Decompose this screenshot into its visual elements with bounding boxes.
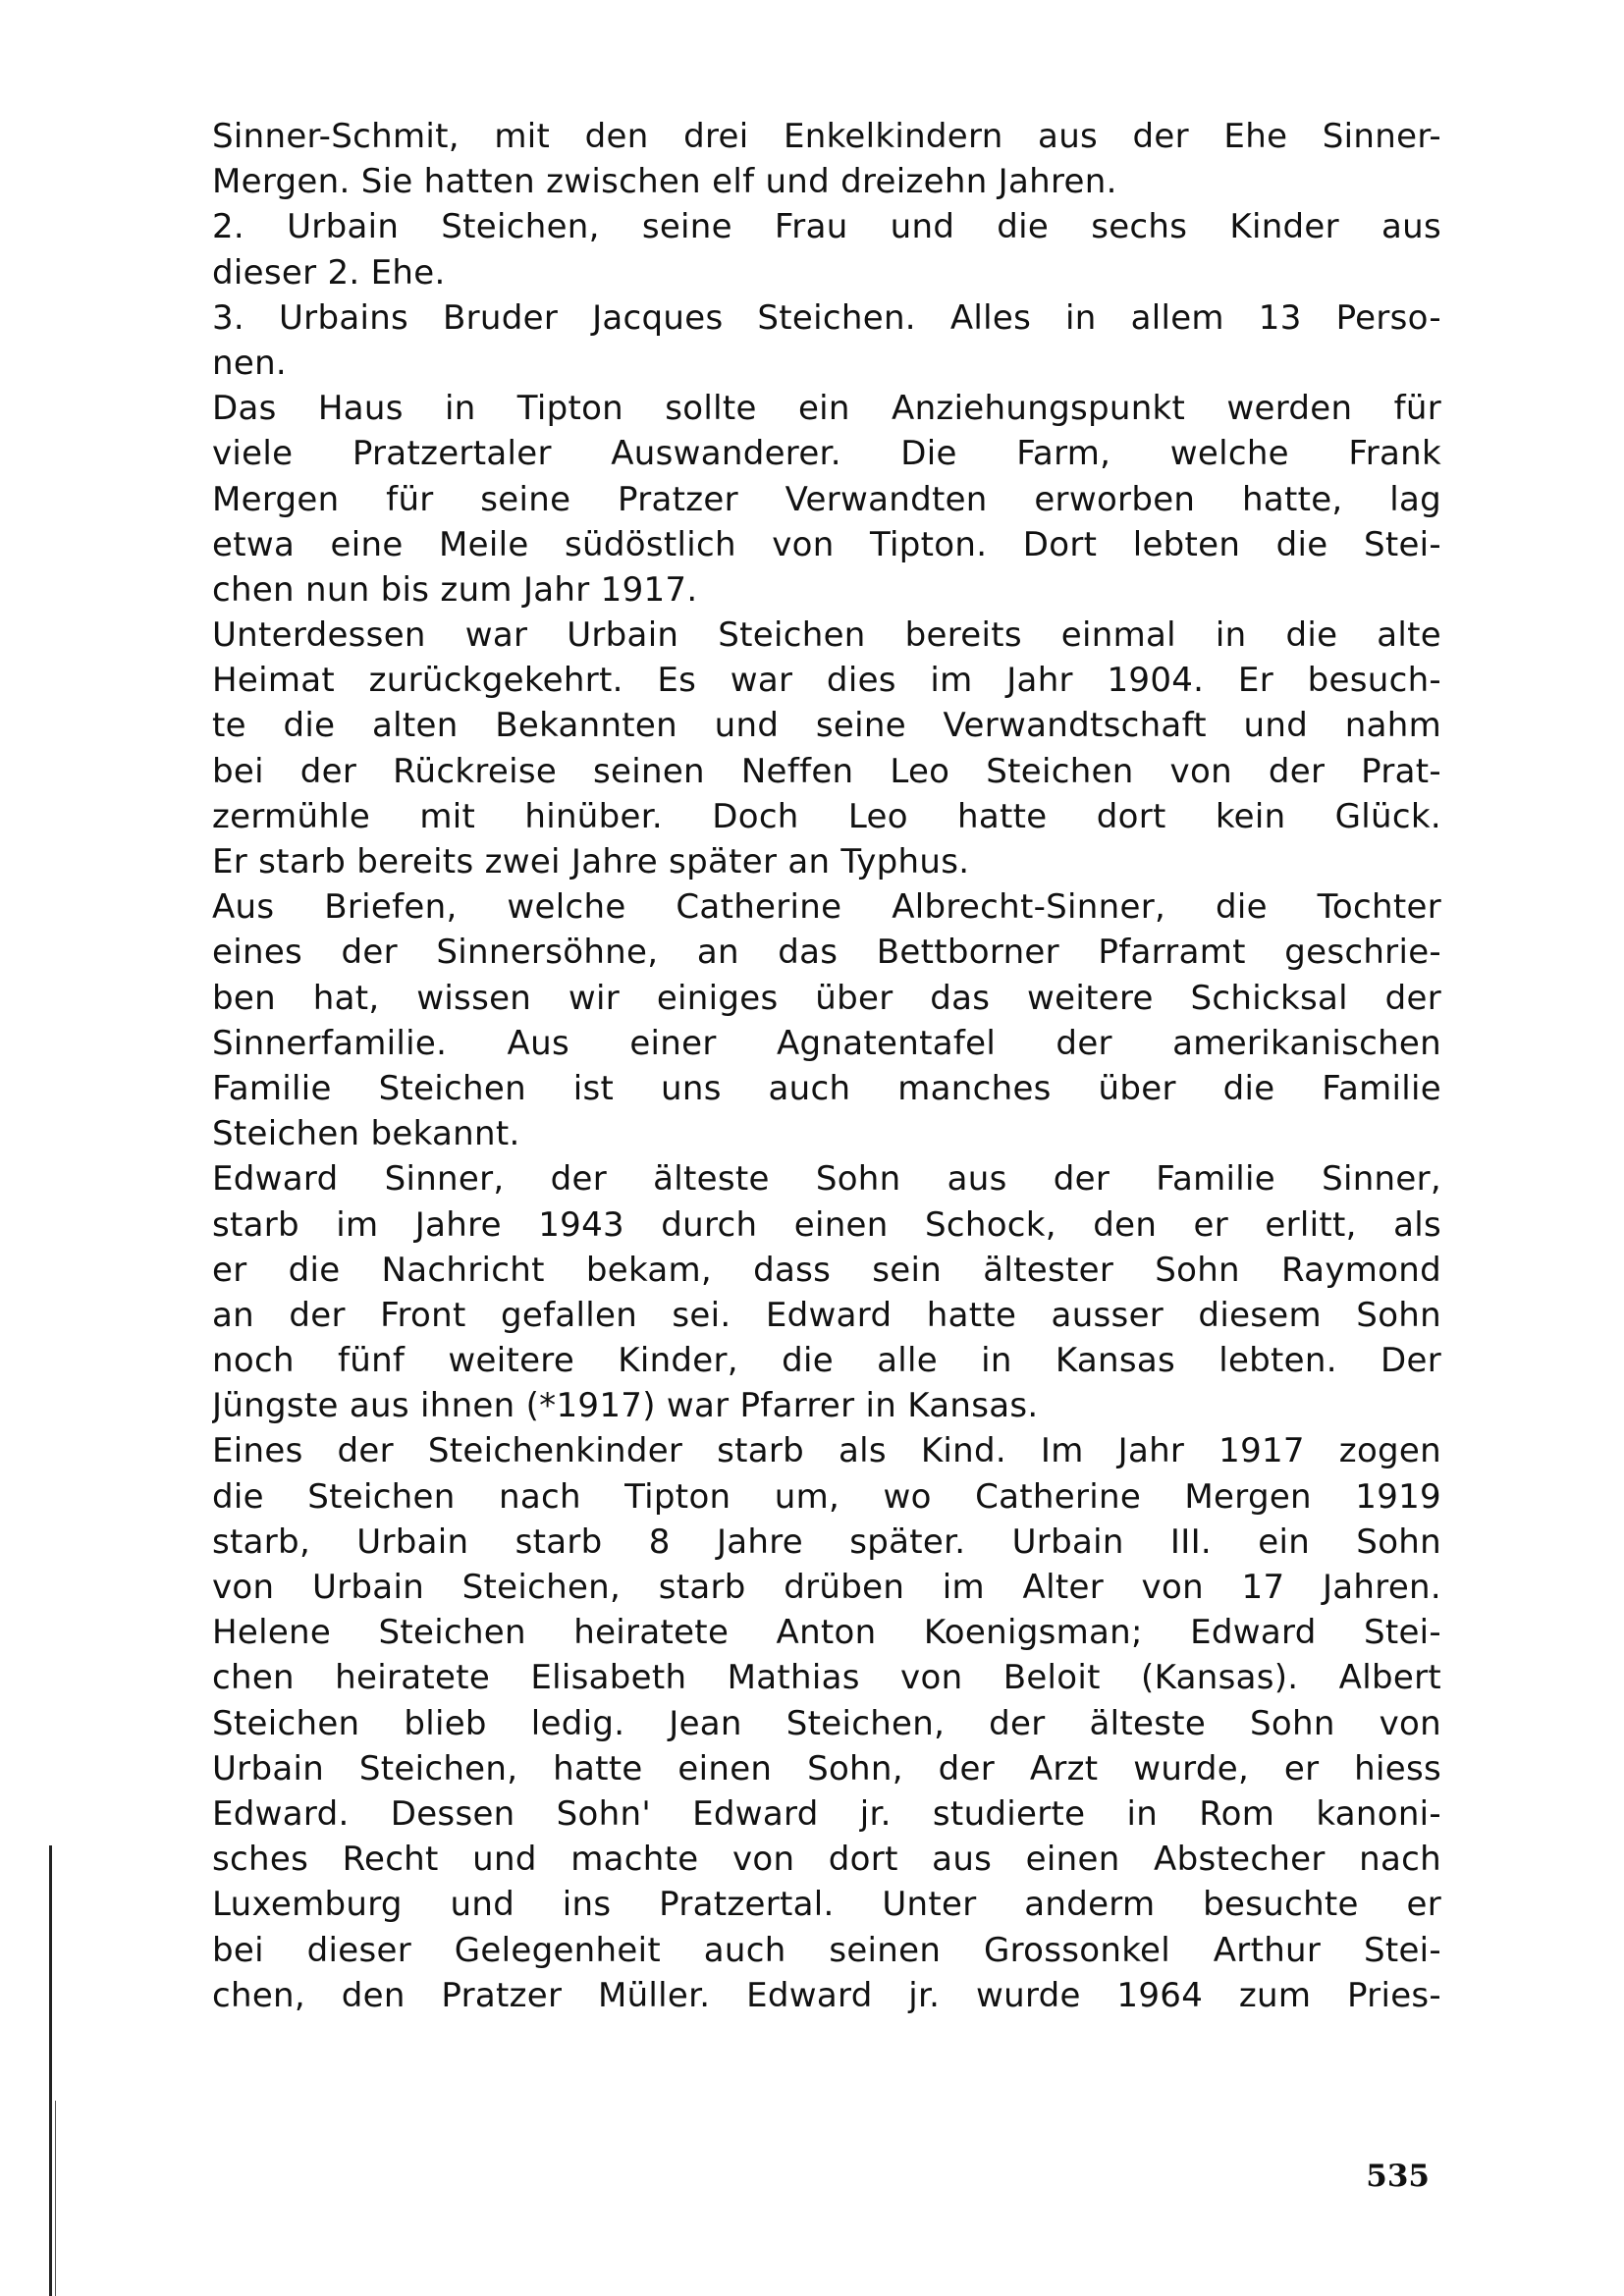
text-line: starb, Urbain starb 8 Jahre später. Urbain III. ein Sohn <box>212 1522 1441 1562</box>
scan-edge-line <box>49 1845 52 2296</box>
text-line: die Steichen nach Tipton um, wo Catherine Mergen 1919 <box>212 1476 1441 1517</box>
text-line: Das Haus in Tipton sollte ein Anziehungspunkt werden für <box>212 389 1441 429</box>
text-line: Mergen für seine Pratzer Verwandten erworben hatte, lag <box>212 479 1441 519</box>
text-line: viele Pratzertaler Auswanderer. Die Farm, welche Frank <box>212 434 1441 474</box>
text-line: 2. Urbain Steichen, seine Frau und die sechs Kinder aus <box>212 207 1441 247</box>
text-line: chen, den Pratzer Müller. Edward jr. wurde 1964 zum Pries- <box>212 1975 1441 2015</box>
text-line: von Urbain Steichen, starb drüben im Alter von 17 Jahren. <box>212 1568 1441 1607</box>
page-number: 535 <box>1366 2159 1430 2194</box>
text-line: Edward Sinner, der älteste Sohn aus der Familie Sinner, <box>212 1159 1441 1200</box>
text-line: er die Nachricht bekam, dass sein ältester Sohn Raymond <box>212 1250 1441 1290</box>
text-line: Aus Briefen, welche Catherine Albrecht-Sinner, die Tochter <box>212 887 1441 928</box>
text-line: ben hat, wissen wir einiges über das weitere Schicksal der <box>212 978 1441 1018</box>
text-line: dieser 2. Ehe. <box>212 252 446 293</box>
text-line: nen. <box>212 343 288 383</box>
text-line: Urbain Steichen, hatte einen Sohn, der Arzt wurde, er hiess <box>212 1748 1441 1789</box>
text-line: zermühle mit hinüber. Doch Leo hatte dort kein Glück. <box>212 796 1441 836</box>
text-line: noch fünf weitere Kinder, die alle in Kansas lebten. Der <box>212 1341 1441 1381</box>
text-line: Heimat zurückgekehrt. Es war dies im Jahr 1904. Er besuch- <box>212 661 1441 701</box>
text-line: etwa eine Meile südöstlich von Tipton. Dort lebten die Stei- <box>212 524 1441 564</box>
text-line: eines der Sinnersöhne, an das Bettborner Pfarramt geschrie- <box>212 933 1441 973</box>
text-line: sches Recht und machte von dort aus einen Abstecher nach <box>212 1840 1441 1880</box>
text-line: te die alten Bekannten und seine Verwandtschaft und nahm <box>212 706 1441 746</box>
text-line: Luxemburg und ins Pratzertal. Unter anderm besuchte er <box>212 1885 1441 1925</box>
scan-edge-line <box>55 2101 56 2296</box>
text-line: Steichen bekannt. <box>212 1114 520 1154</box>
text-line: Er starb bereits zwei Jahre später an Typhus. <box>212 842 970 881</box>
text-line: an der Front gefallen sei. Edward hatte ausser diesem Sohn <box>212 1295 1441 1335</box>
text-line: Steichen blieb ledig. Jean Steichen, der älteste Sohn von <box>212 1703 1441 1743</box>
text-line: starb im Jahre 1943 durch einen Schock, den er erlitt, als <box>212 1204 1441 1245</box>
text-line: 3. Urbains Bruder Jacques Steichen. Alles in allem 13 Perso- <box>212 297 1441 338</box>
text-line: Familie Steichen ist uns auch manches über die Familie <box>212 1068 1441 1108</box>
text-line: Mergen. Sie hatten zwischen elf und dreizehn Jahren. <box>212 162 1117 202</box>
text-line: bei dieser Gelegenheit auch seinen Grossonkel Arthur Stei- <box>212 1930 1441 1970</box>
text-line: Edward. Dessen Sohn' Edward jr. studierte in Rom kanoni- <box>212 1793 1441 1834</box>
text-line: Sinner-Schmit, mit den drei Enkelkindern aus der Ehe Sinner- <box>212 117 1441 156</box>
body-text <box>212 114 1441 2018</box>
text-line: Jüngste aus ihnen (*1917) war Pfarrer in Kansas. <box>212 1386 1039 1426</box>
text-line: Eines der Steichenkinder starb als Kind. Im Jahr 1917 zogen <box>212 1431 1441 1471</box>
text-line: Sinnerfamilie. Aus einer Agnatentafel der amerikanischen <box>212 1023 1441 1063</box>
text-line: Helene Steichen heiratete Anton Koenigsman; Edward Stei- <box>212 1613 1441 1653</box>
text-line: chen heiratete Elisabeth Mathias von Beloit (Kansas). Albert <box>212 1658 1441 1698</box>
text-line: chen nun bis zum Jahr 1917. <box>212 569 698 610</box>
text-line: bei der Rückreise seinen Neffen Leo Steichen von der Prat- <box>212 751 1441 791</box>
text-line: Unterdessen war Urbain Steichen bereits einmal in die alte <box>212 615 1441 656</box>
